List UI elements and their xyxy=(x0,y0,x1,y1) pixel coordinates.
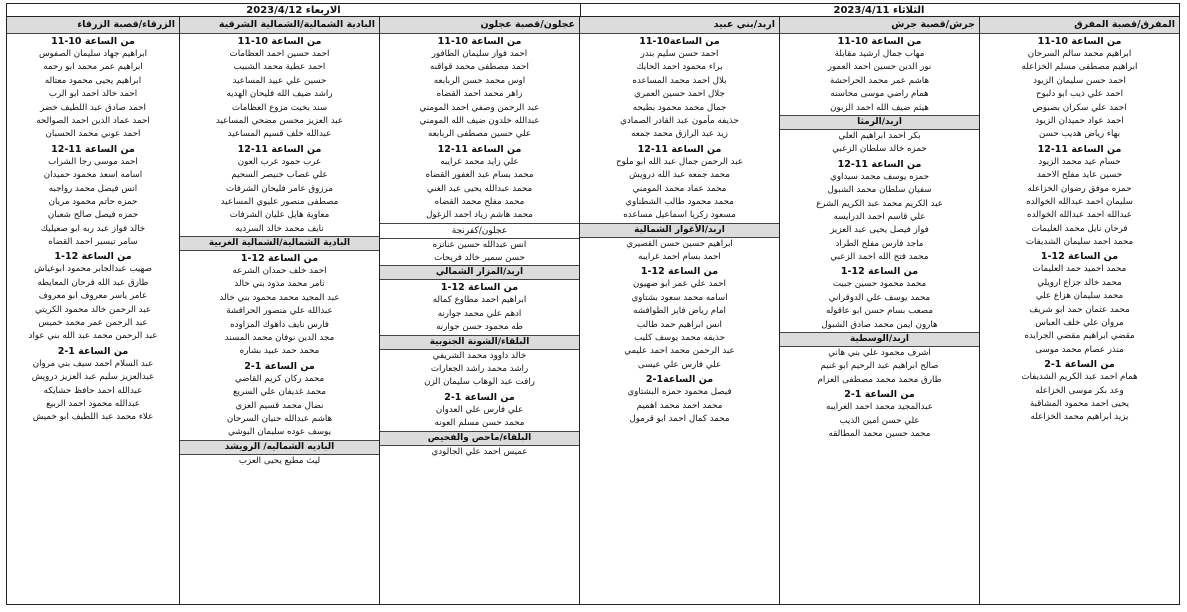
candidate-name: علي قاسم احمد الدرايسه xyxy=(833,211,926,222)
candidate-name: محمد ركان كريم القاضي xyxy=(234,373,325,384)
time-slot-label: من الساعة 10-11 xyxy=(1037,36,1122,47)
candidate-name: فرحان نايل محمد العليمات xyxy=(1031,223,1128,234)
candidate-name: حسين علي عبيد المساعيد xyxy=(232,75,327,86)
candidate-name: ليث مطيع يحيى العزب xyxy=(238,455,321,466)
candidate-name: محمد بسام عبد الغفور القضاه xyxy=(425,170,534,181)
candidate-name: محمد احمد محمد اهميم xyxy=(636,400,723,411)
time-slot-label: من الساعة 12-1 xyxy=(54,251,132,263)
time-slot-label: من الساعة 1-2 xyxy=(57,345,129,357)
candidate-name: نضال محمد قسيم العزي xyxy=(235,400,324,411)
section-header: اربد/الأغوار الشمالية xyxy=(580,223,779,238)
candidate-name: جلال احمد حسين العمري xyxy=(634,89,725,100)
candidate-name: احمد علي ذيب ابو دلبوح xyxy=(1035,89,1124,100)
candidate-name: حذيفه مأمون عبد القادر الصمادي xyxy=(620,115,739,126)
candidate-name: طارق عبد الله فرحان المعايطه xyxy=(37,277,149,288)
candidate-name: صهيب عبدالجابر محمود ابوعياش xyxy=(34,264,152,275)
candidate-name: يزيد ابراهيم محمد الخزاعله xyxy=(1030,412,1129,423)
candidate-name: محمد حمد عبيد بشاره xyxy=(239,346,320,357)
candidate-name: مهاب جمال ارشيد مقابلة xyxy=(834,49,925,59)
section-header: البادية الشمالية/الشمالية الغربية xyxy=(180,236,379,251)
schedule-column xyxy=(7,17,179,604)
time-slot-label: من الساعة10-11 xyxy=(639,36,720,47)
candidate-name: هيثم ضيف الله احمد الزبون xyxy=(830,102,929,113)
time-slot-label: من الساعة 10-11 xyxy=(237,36,322,47)
candidate-name: نور الدين حسين احمد العمور xyxy=(827,62,932,73)
candidate-name: عبدالله احمد عبدالله الخوالده xyxy=(1027,210,1132,221)
candidate-name: اسامه اسعد محمود حميدان xyxy=(43,170,143,181)
candidate-name: عبد الرحمن محمد عبد الله بني عواد xyxy=(28,331,158,342)
candidate-name: مقضي ابراهيم مقضي الجرايده xyxy=(1024,331,1135,342)
time-slot-label: من الساعة 1-2 xyxy=(844,389,915,401)
column-header: عجلون/قصبة عجلون xyxy=(380,17,579,34)
schedule-column xyxy=(179,17,379,604)
candidate-name: محمد غديفان علي السريع xyxy=(232,387,327,398)
time-slot-label: من الساعة 1-2 xyxy=(244,360,315,372)
time-slot-label: من الساعة 10-11 xyxy=(437,36,522,47)
candidate-name: صالح ابراهيم عبد الرحيم ابو غنيم xyxy=(820,361,939,372)
candidate-name: ماجد فارس مفلح الطراد xyxy=(835,238,924,249)
candidate-name: عبد الرحمن عمر محمد خميس xyxy=(38,318,148,329)
candidate-name: عبدالله احمد حافظ حشايكه xyxy=(43,385,143,396)
candidate-name: عبد الرحمن خالد محمود الكريتي xyxy=(34,304,152,315)
candidate-name: احمد موسى رجا الشراب xyxy=(48,156,138,167)
candidate-name: احمد فواز سليمان الطافور xyxy=(431,49,528,59)
candidate-name: محمد محمود طالب الشطناوي xyxy=(625,196,734,207)
schedule-column xyxy=(379,17,579,604)
candidate-name: عبدالله خلف قسيم المساعيد xyxy=(227,129,332,140)
candidate-name: براء محمود احمد الحايك xyxy=(636,62,723,73)
candidate-name: امام رياض فايز الطوافشه xyxy=(633,306,726,317)
candidate-name: سليمان احمد عبدالله الخوالده xyxy=(1026,196,1133,207)
candidate-name: علي فارس علي عيسى xyxy=(637,359,722,370)
candidate-name: محمد عماد محمد المومني xyxy=(632,183,727,194)
candidate-name: فواز فيصل يحيى عبد العزيز xyxy=(830,225,929,236)
candidate-name: حمزه حاتم محمود مريان xyxy=(48,196,138,207)
column-header: الزرقاء/قصبة الزرقاء xyxy=(7,17,179,34)
time-slot-label: من الساعة 11-12 xyxy=(51,143,135,155)
time-slot-label: من الساعة 12-1 xyxy=(440,282,519,294)
candidate-name: احمد صادق عبد اللطيف خضر xyxy=(40,102,146,113)
section-header: عجلون/كفرنجة xyxy=(380,223,579,239)
time-slot-label: من الساعة 12-1 xyxy=(840,266,919,278)
time-slot-label: من الساعة 1-2 xyxy=(1044,359,1115,371)
candidate-name: خالد فواز عبد ربه ابو صعيليك xyxy=(40,223,146,234)
candidate-name: علي فارس علي العدوان xyxy=(435,404,524,415)
date-wednesday: الاربعاء 2023/4/12 xyxy=(7,4,581,17)
candidate-name: محمد كمال احمد ابو قرمول xyxy=(629,413,730,424)
time-slot-label: من الساعة 11-12 xyxy=(637,143,722,155)
time-slot-label: من الساعة 10-11 xyxy=(837,36,922,47)
candidate-name: ابراهيم محمد سالم السرحان xyxy=(1027,49,1132,59)
candidate-name: علي حسن امين الذيب xyxy=(839,415,920,426)
schedule-column xyxy=(779,17,979,604)
candidate-name: عامر ياسر معروف ابو معروف xyxy=(38,291,148,302)
time-slot-label: من الساعة 10-11 xyxy=(51,36,135,47)
time-slot-label: من الساعة 11-12 xyxy=(237,143,322,155)
candidate-name: محمد مفلح محمد القضاه xyxy=(434,196,525,207)
candidate-name: همام راضي موسى محاسنه xyxy=(830,89,929,100)
candidate-name: محمد احميد حمد العليمات xyxy=(1032,264,1127,275)
candidate-name: انس ابراهيم حمد طالب xyxy=(637,319,722,330)
candidate-name: يوسف عوده سليمان البوشي xyxy=(227,427,332,438)
candidate-name: مرزوق عامر فليحان الشرفات xyxy=(225,183,333,194)
candidate-name: همام احمد عبد الكريم الشديفات xyxy=(1021,372,1138,383)
candidate-name: احمد حسين احمد العظامات xyxy=(229,49,330,59)
candidate-name: عبدالمجيد محمد احمد الغرايبه xyxy=(826,402,933,413)
candidate-name: عبدالله علي منصور الحرافشة xyxy=(226,306,333,317)
candidate-name: انس عبدالله حسين عنانزه xyxy=(432,239,527,250)
candidate-name: احمد خالد احمد ابو الرب xyxy=(48,89,138,100)
candidate-name: سند بخيت مزوع العظامات xyxy=(231,102,328,113)
candidate-name: فيصل محمود حمزه البشتاوي xyxy=(627,387,732,398)
candidate-name: عبد الكريم محمد عبد الكريم الشرع xyxy=(816,198,943,209)
candidate-name: عبد المجيد محمد محمود بني خالد xyxy=(219,292,340,303)
section-header: اربد/المزار الشمالي xyxy=(380,265,579,280)
candidate-name: عميس احمد علي الجالودي xyxy=(431,446,528,457)
candidate-name: مجد الدين نوفان محمد المسند xyxy=(224,333,335,344)
candidate-name: مسعود زكريا اسماعيل مساعده xyxy=(623,210,736,221)
candidate-name: محمد احمد سليمان الشديفات xyxy=(1025,237,1134,248)
candidate-name: بلال احمد محمد المساعده xyxy=(632,75,727,86)
candidate-name: علي حسين مصطفى الربابعه xyxy=(427,129,532,140)
candidate-name: احمد علي سكران بصبوص xyxy=(1032,102,1127,113)
candidate-name: محمد جمعه عبد الله درويش xyxy=(629,170,730,181)
candidate-name: اسامه محمد سعود بشتاوي xyxy=(631,292,728,303)
candidate-name: حذيفه محمد يوسف كليب xyxy=(634,333,725,344)
candidate-name: مروان علي خلف العباس xyxy=(1035,318,1124,329)
column-header: المفرق/قصبة المفرق xyxy=(980,17,1179,34)
candidate-name: حسين عايد مفلح الاحمد xyxy=(1036,170,1123,181)
candidate-name: زيد عبد الرازق محمد جمعه xyxy=(631,129,728,140)
time-slot-label: من الساعة 1-2 xyxy=(444,391,515,403)
candidate-name: نايف محمد خالد السرديه xyxy=(235,223,324,234)
candidate-name: احمد عماد الدين احمد الصوالحه xyxy=(36,115,150,126)
candidate-name: علي غصاب خنيصر السحيم xyxy=(231,170,328,181)
section-header: اربد/الرمثا xyxy=(780,115,979,130)
candidate-name: ابراهيم جهاد سليمان الصفوس xyxy=(38,49,148,59)
candidate-name: محمد يوسف علي الدوقراني xyxy=(828,292,931,303)
candidate-name: محمد سليمان هزاع علي xyxy=(1035,291,1124,302)
candidate-name: زاهر محمد احمد القضاه xyxy=(436,89,523,100)
column-header: جرش/قصبة جرش xyxy=(780,17,979,34)
candidate-name: جمال محمد محمود بطيحه xyxy=(632,102,727,113)
candidate-name: انس فيصل محمد رواجبه xyxy=(48,183,138,194)
time-slot-label: من الساعة 11-12 xyxy=(837,158,922,170)
candidate-name: رافت عبد الوهاب سليمان الزن xyxy=(424,377,535,388)
candidate-name: عبد الرحمن وصفي احمد المومني xyxy=(419,102,540,113)
candidate-name: حمزه فيصل صالح شعبان xyxy=(47,210,139,221)
candidate-name: مصطفى منصور عليوي المساعيد xyxy=(220,196,339,207)
candidate-name: محمد عبدالله يحيى عبد الغني xyxy=(426,183,533,194)
time-slot-label: من الساعة 12-1 xyxy=(640,266,719,278)
candidate-name: سامر تيسير احمد القضاه xyxy=(48,237,138,248)
time-slot-label: من الساعة 11-12 xyxy=(437,143,522,155)
candidate-name: ابراهيم حسين حسن القصيري xyxy=(626,238,733,249)
section-header: الباديه الشماليه/ الرويشد xyxy=(180,440,379,455)
candidate-name: بكر احمد ابراهيم العلي xyxy=(838,130,921,141)
candidate-name: احمد عطية محمد الشبيب xyxy=(233,62,326,73)
candidate-name: حسام عيد محمد الزيود xyxy=(1038,156,1121,167)
candidate-name: عبدالعزيز سليم عبد العزيز درويش xyxy=(31,372,155,383)
candidate-name: محمد هاشم زياد احمد الزغول xyxy=(426,210,533,221)
candidate-name: معاوية هايل عليان الشرفات xyxy=(229,210,330,221)
candidate-name: ادهم علي محمد جوارنه xyxy=(437,308,522,319)
candidate-name: احمد بسام احمد غرايبه xyxy=(638,252,721,263)
candidate-name: وعد بكر موسى الخزاعله xyxy=(1035,385,1124,396)
candidate-name: عبدالله خلدون ضيف الله المومني xyxy=(419,115,540,126)
candidate-name: احمد مصطفى محمد قواقنه xyxy=(430,62,529,73)
candidate-name: فارس نايف داهوك المزاوده xyxy=(230,319,329,330)
candidate-name: احمد حسن سليم بندر xyxy=(640,49,719,59)
time-slot-label: من الساعة 12-1 xyxy=(1040,251,1119,263)
column-header: اربد/بني عبيد xyxy=(580,17,779,34)
candidate-name: عبد العزيز محسن مضحي المساعيد xyxy=(215,115,344,126)
candidate-name: احمد عواد حميدان الزيود xyxy=(1035,115,1124,126)
candidate-name: حمزه يوسف محمد سيداوي xyxy=(830,171,929,182)
candidate-name: محمد فتح الله احمد الزعبي xyxy=(830,252,929,263)
candidate-name: هاشم عمر محمد الحراحشة xyxy=(829,75,930,86)
candidate-name: اشرف محمود علي بني هاني xyxy=(828,348,931,359)
candidate-name: عبد السلام احمد سيف بني مروان xyxy=(32,358,154,369)
candidate-name: اوس محمد حسن الربابعه xyxy=(433,75,526,86)
candidate-name: محمد خالد جزاع ارويلي xyxy=(1037,277,1122,288)
candidate-name: ثامر محمد مذود بني خالد xyxy=(234,279,325,290)
candidate-name: ابراهيم احمد مطاوع كماله xyxy=(432,295,527,306)
candidate-name: محمد حسين محمد المطالقه xyxy=(828,428,931,439)
candidate-name: راشد محمد راشد الجعارات xyxy=(430,364,529,375)
schedule-table xyxy=(6,3,1180,605)
candidate-name: محمد محمود حسين جبيت xyxy=(832,279,927,290)
candidate-name: علي زايد محمد غرايبه xyxy=(440,156,519,167)
time-slot-label: من الساعة 11-12 xyxy=(1037,143,1122,155)
candidate-name: ابراهيم عمر محمد ابو رحمه xyxy=(43,62,143,73)
candidate-name: بهاء رياض هديب حسن xyxy=(1038,129,1121,140)
section-header: اربد/الوسطية xyxy=(780,332,979,347)
candidate-name: احمد علي عمر ابو صهيون xyxy=(633,279,726,290)
candidate-name: منذر عصام محمد موسى xyxy=(1035,344,1124,355)
candidate-name: يحيى احمد محمود المشاقبة xyxy=(1029,398,1130,409)
candidate-name: راشد ضيف الله فليحان الهديه xyxy=(226,89,333,100)
candidate-name: طارق محمد محمد مصطفى العزام xyxy=(817,374,942,385)
candidate-name: حمزه خالد سلطان الزعبي xyxy=(832,144,927,155)
candidate-name: محمد حسن مسلم العونه xyxy=(434,418,525,429)
candidate-name: طه محمود حسن جوارنه xyxy=(436,322,523,333)
time-slot-label: من الساعة1-2 xyxy=(645,374,714,386)
columns-container xyxy=(7,17,1179,604)
date-tuesday: الثلاثاء 2023/4/11 xyxy=(579,4,1179,17)
candidate-name: خالد داوود محمد الشريفي xyxy=(432,350,527,361)
candidate-name: محمد عثمان حمد ابو شريف xyxy=(1029,304,1130,315)
candidate-name: حسن سمير خالد فريحات xyxy=(434,253,525,264)
candidate-name: عبد الرحمن محمد احمد عليمي xyxy=(624,346,735,357)
candidate-name: عرب حمود عرب العون xyxy=(237,156,322,167)
candidate-name: ابراهيم يحيى محمود معتاله xyxy=(44,75,142,86)
candidate-name: هاشم عبدالله حنيان السرحان xyxy=(226,413,333,424)
candidate-name: مصعب بسام حسن ابو عاقوله xyxy=(826,306,933,317)
column-header: البادية الشمالية/الشمالية الشرقية xyxy=(180,17,379,34)
candidate-name: علاء محمد عبد اللطيف ابو خميش xyxy=(32,412,154,423)
section-header: البلقاء/الشونة الجنوبية xyxy=(380,335,579,350)
section-header: البلقاء/ماحص والفحيص xyxy=(380,431,579,446)
date-header-row xyxy=(7,4,1179,17)
candidate-name: احمد حسن سليمان الزيود xyxy=(1033,75,1126,86)
schedule-column xyxy=(579,17,779,604)
candidate-name: حمزه موفق رضوان الخزاعله xyxy=(1027,183,1132,194)
candidate-name: عبد الرحمن جمال عبد الله ابو ملوح xyxy=(615,156,744,167)
candidate-name: ابراهيم مصطفى مسلم الخزاعله xyxy=(1021,62,1138,73)
schedule-column xyxy=(979,17,1179,604)
candidate-name: هارون ايمن محمد صادق الشبول xyxy=(821,319,938,330)
candidate-name: سفيان سلطان محمد الشبول xyxy=(827,185,932,196)
time-slot-label: من الساعة 12-1 xyxy=(240,253,319,265)
candidate-name: عبدالله محمود احمد الربيع xyxy=(46,398,140,409)
candidate-name: احمد عوني محمد الحسبان xyxy=(45,129,141,140)
candidate-name: احمد خلف حمدان الشرعه xyxy=(232,266,327,277)
